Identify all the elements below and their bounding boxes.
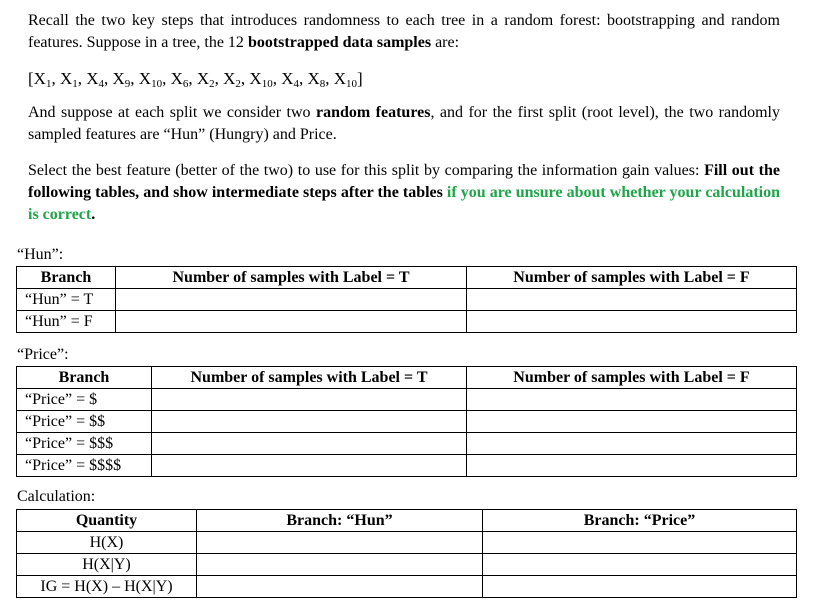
table-header-row	[17, 367, 797, 389]
features-paragraph: And suppose at each split we consider two random features, and for the first split (root level), the two randomly sampled features are “Hun” (Hungry) and Price.	[28, 104, 780, 143]
branch-cell: “Price” = $$$$	[17, 455, 152, 477]
table-row	[17, 389, 797, 411]
branch-cell: “Price” = $	[17, 389, 152, 411]
column-header: Number of samples with Label = T	[116, 267, 467, 289]
answer-cell[interactable]	[152, 433, 467, 455]
column-header: Branch	[17, 267, 116, 289]
table-header-row	[17, 510, 797, 532]
answer-cell[interactable]	[152, 389, 467, 411]
instructions-paragraph: Select the best feature (better of the two) to use for this split by comparing the information gain values: Fill out the following tables, and show intermediate steps after the tables if you are unsure about whether your calculation is correct.	[28, 162, 780, 223]
table-row	[17, 411, 797, 433]
branch-cell: “Hun” = F	[17, 311, 116, 333]
column-header: Branch	[17, 367, 152, 389]
answer-cell[interactable]	[152, 411, 467, 433]
calculation-table-label: Calculation:	[17, 488, 96, 505]
answer-cell[interactable]	[483, 576, 797, 598]
table-row	[17, 433, 797, 455]
answer-cell[interactable]	[152, 455, 467, 477]
answer-cell[interactable]	[197, 576, 483, 598]
answer-cell[interactable]	[116, 311, 467, 333]
branch-cell: “Hun” = T	[17, 289, 116, 311]
answer-cell[interactable]	[197, 532, 483, 554]
samples-list: [$X_1$, $X_1$, $X_4$, $X_9$, $X_{10}$, $X_6$, $X_2$, $X_2$, $X_{10}$, $X_4$, $X_8$, $X_{10}$]	[28, 69, 363, 90]
branch-cell: “Price” = $$	[17, 411, 152, 433]
answer-cell[interactable]	[197, 554, 483, 576]
answer-cell[interactable]	[467, 389, 797, 411]
table-row	[17, 289, 797, 311]
price-table	[16, 366, 797, 477]
intro-paragraph: Recall the two key steps that introduces randomness to each tree in a random forest: bootstrapping and random features. Suppose in a tree, the 12 bootstrapped data samples are:	[28, 12, 780, 51]
column-header: Number of samples with Label = T	[152, 367, 467, 389]
table-row	[17, 554, 797, 576]
table-row	[17, 311, 797, 333]
bootstrapped-samples-emphasis: bootstrapped data samples	[247, 34, 432, 51]
answer-cell[interactable]	[467, 411, 797, 433]
unsure-note: if you are unsure about whether your calculation is correct	[28, 184, 780, 223]
hun-table	[16, 266, 797, 333]
price-table-label: “Price”:	[17, 346, 69, 363]
calculation-table	[16, 509, 797, 598]
answer-cell[interactable]	[467, 289, 797, 311]
branch-cell: “Price” = $$$	[17, 433, 152, 455]
quantity-cell: H(X)	[17, 532, 197, 554]
random-features-emphasis: random features	[315, 104, 431, 121]
answer-cell[interactable]	[483, 554, 797, 576]
quantity-cell: IG = H(X) – H(X|Y)	[17, 576, 197, 598]
quantity-cell: H(X|Y)	[17, 554, 197, 576]
column-header: Number of samples with Label = F	[467, 267, 797, 289]
table-header-row	[17, 267, 797, 289]
answer-cell[interactable]	[467, 433, 797, 455]
column-header: Branch: “Hun”	[197, 510, 483, 532]
answer-cell[interactable]	[467, 455, 797, 477]
answer-cell[interactable]	[483, 532, 797, 554]
column-header: Branch: “Price”	[483, 510, 797, 532]
hun-table-label: “Hun”:	[17, 246, 64, 263]
table-row	[17, 576, 797, 598]
column-header: Quantity	[17, 510, 197, 532]
answer-cell[interactable]	[116, 289, 467, 311]
table-row	[17, 455, 797, 477]
answer-cell[interactable]	[467, 311, 797, 333]
column-header: Number of samples with Label = F	[467, 367, 797, 389]
table-row	[17, 532, 797, 554]
